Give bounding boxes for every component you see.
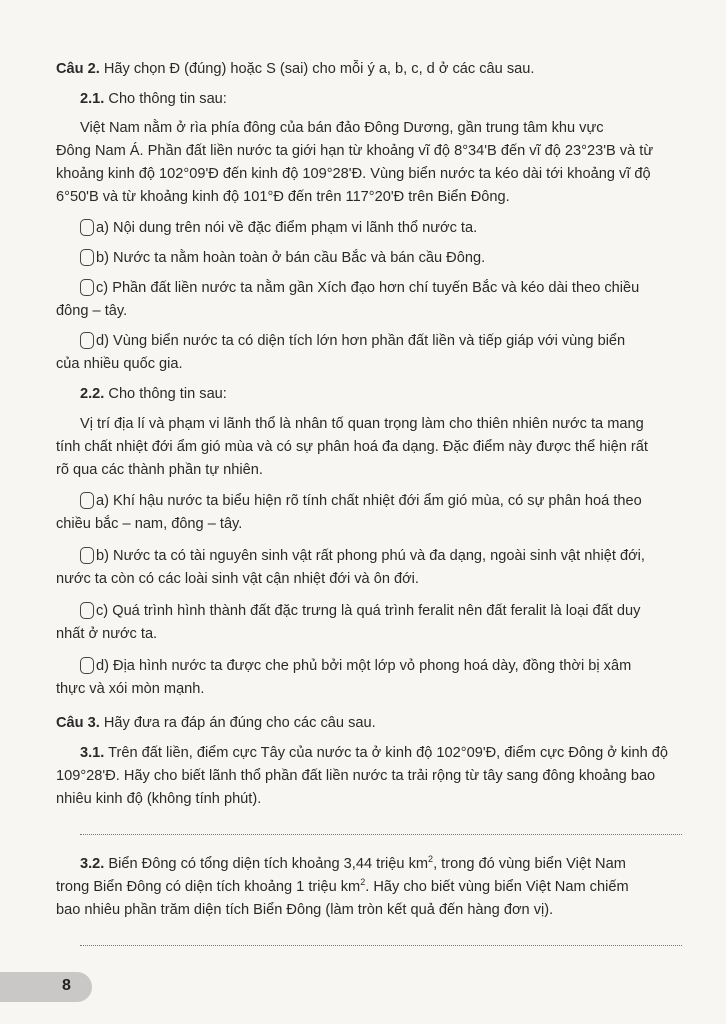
answer-checkbox[interactable] [80, 249, 94, 266]
part-3-2-text: trong Biển Đông có diện tích khoảng 1 triệu km [56, 879, 361, 895]
part-3-2-label: 3.2. [80, 856, 105, 872]
answer-checkbox[interactable] [80, 547, 94, 564]
info-2-1-line: Đông Nam Á. Phần đất liền nước ta giới hạn từ khoảng vĩ độ 8°34'B đến vĩ độ 23°23'B và từ [56, 143, 654, 159]
statement-text: a) Nội dung trên nói về đặc điểm phạm vi lãnh thổ nước ta. [96, 220, 478, 236]
part-3-2-line [56, 876, 692, 899]
part-3-2-line [80, 853, 692, 876]
statement-text: b) Nước ta nằm hoàn toàn ở bán cầu Bắc và bán cầu Đông. [96, 250, 486, 266]
statement-2-1-a [80, 217, 692, 240]
answer-line-3-2[interactable] [80, 945, 682, 946]
statement-text: c) Phần đất liền nước ta nằm gần Xích đạo hơn chí tuyến Bắc và kéo dài theo chiều [96, 280, 640, 296]
page-number-tab [0, 972, 92, 1002]
part-3-2-text: Biển Đông có tổng diện tích khoảng 3,44 triệu km [104, 856, 429, 872]
answer-checkbox[interactable] [80, 219, 94, 236]
statement-2-2-c-cont: nhất ở nước ta. [56, 626, 158, 642]
statement-text: d) Vùng biển nước ta có diện tích lớn hơn phần đất liền và tiếp giáp với vùng biển [96, 333, 626, 349]
statement-2-1-c [80, 277, 692, 300]
statement-2-1-b [80, 247, 692, 270]
statement-2-1-d [80, 330, 692, 353]
part-3-1-line: 109°28'Đ. Hãy cho biết lãnh thổ phần đất liền nước ta trải rộng từ tây sang đông khoảng bao [56, 768, 656, 784]
statement-2-1-c-cont: đông – tây. [56, 303, 128, 319]
statement-text: d) Địa hình nước ta được che phủ bởi một lớp vỏ phong hoá dày, đồng thời bị xâm [96, 658, 632, 674]
info-2-2-line: tính chất nhiệt đới ẩm gió mùa và có sự phân hoá đa dạng. Đặc điểm này được thể hiện rất [56, 439, 648, 455]
superscript: 2 [428, 854, 434, 864]
statement-text: c) Quá trình hình thành đất đặc trưng là quá trình feralit nên đất feralit là loại đất duy [96, 603, 641, 619]
answer-checkbox[interactable] [80, 657, 94, 674]
statement-text: a) Khí hậu nước ta biểu hiện rõ tính chất nhiệt đới ẩm gió mùa, có sự phân hoá theo [96, 493, 642, 509]
part-3-2-line: bao nhiêu phần trăm diện tích Biển Đông (làm tròn kết quả đến hàng đơn vị). [56, 902, 554, 918]
part-2-1-intro: Cho thông tin sau: [104, 91, 227, 107]
question-3-label: Câu 3. [56, 715, 100, 731]
info-2-1-line: 6°50'B và từ khoảng kinh độ 101°Đ đến trên 117°20'Đ trên Biển Đông. [56, 189, 510, 205]
part-3-1-text: Trên đất liền, điểm cực Tây của nước ta ở kinh độ 102°09'Đ, điểm cực Đông ở kinh độ [104, 745, 668, 761]
statement-2-2-c [80, 600, 692, 623]
statement-2-2-a-cont: chiều bắc – nam, đông – tây. [56, 516, 243, 532]
part-3-2-text: , trong đó vùng biển Việt Nam [433, 856, 626, 872]
part-2-2-intro: Cho thông tin sau: [104, 386, 227, 402]
answer-checkbox[interactable] [80, 602, 94, 619]
statement-2-2-a [80, 490, 692, 513]
part-2-1-heading [80, 88, 692, 111]
part-2-2-heading [80, 383, 692, 406]
question-2-heading [56, 58, 692, 81]
statement-2-2-b [80, 545, 692, 568]
statement-2-1-d-cont: của nhiều quốc gia. [56, 356, 183, 372]
answer-checkbox[interactable] [80, 332, 94, 349]
question-3-heading [56, 712, 692, 735]
info-2-1-line: khoảng kinh độ 102°09'Đ đến kinh độ 109°28'Đ. Vùng biển nước ta kéo dài tới khoảng vĩ độ [56, 166, 651, 182]
part-2-2-label: 2.2. [80, 386, 105, 402]
question-2-text: Hãy chọn Đ (đúng) hoặc S (sai) cho mỗi ý a, b, c, d ở các câu sau. [99, 61, 535, 77]
part-3-2-text: . Hãy cho biết vùng biển Việt Nam chiếm [365, 879, 629, 895]
info-2-2-line: Vị trí địa lí và phạm vi lãnh thổ là nhân tố quan trọng làm cho thiên nhiên nước ta mang [80, 416, 644, 432]
info-2-1-line: Việt Nam nằm ở rìa phía đông của bán đảo Đông Dương, gần trung tâm khu vực [80, 120, 604, 136]
statement-text: b) Nước ta có tài nguyên sinh vật rất phong phú và đa dạng, ngoài sinh vật nhiệt đới, [96, 548, 645, 564]
answer-checkbox[interactable] [80, 492, 94, 509]
statement-2-2-b-cont: nước ta còn có các loài sinh vật cận nhiệt đới và ôn đới. [56, 571, 419, 587]
question-2-label: Câu 2. [56, 61, 100, 77]
superscript: 2 [360, 877, 366, 887]
part-3-1-line: nhiêu kinh độ (không tính phút). [56, 791, 262, 807]
part-3-1-label: 3.1. [80, 745, 105, 761]
statement-2-2-d [80, 655, 692, 678]
part-3-1-line [80, 742, 692, 765]
question-3-text: Hãy đưa ra đáp án đúng cho các câu sau. [99, 715, 376, 731]
statement-2-2-d-cont: thực và xói mòn mạnh. [56, 681, 205, 697]
part-2-1-label: 2.1. [80, 91, 105, 107]
answer-checkbox[interactable] [80, 279, 94, 296]
page-number: 8 [62, 977, 71, 994]
info-2-2-line: rõ qua các thành phần tự nhiên. [56, 462, 263, 478]
answer-line-3-1[interactable] [80, 834, 682, 835]
